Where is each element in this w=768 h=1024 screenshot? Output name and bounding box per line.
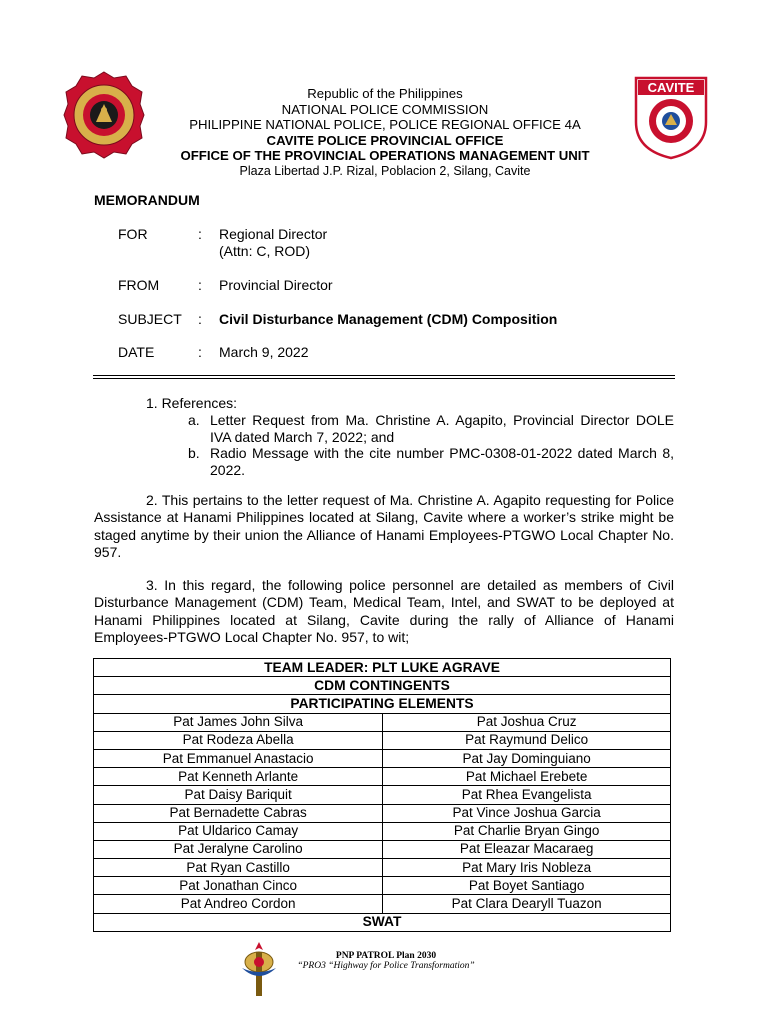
table-row xyxy=(94,749,671,767)
footer-plan: PNP PATROL Plan 2030 xyxy=(335,951,437,961)
roster-cell: Pat Mary Iris Nobleza xyxy=(383,859,671,877)
memorandum-title: MEMORANDUM xyxy=(94,192,200,208)
contingents-header: CDM CONTINGENTS xyxy=(94,677,671,695)
table-row xyxy=(94,713,671,731)
field-colon: : xyxy=(198,226,202,242)
field-colon: : xyxy=(198,311,202,327)
paragraph-2: 2. This pertains to the letter request of Ma. Christine A. Agapito requesting for Police Assistance at Hanami Philippines located at Silang, Cavite where a worker’s strike might be staged anytime by their union the Alliance of Hanami Employees-PTGWO Local Chapter No. 957. xyxy=(94,492,674,560)
roster-cell: Pat Charlie Bryan Gingo xyxy=(383,822,671,840)
divider-line xyxy=(93,375,675,376)
letterhead-provincial-office: CAVITE POLICE PROVINCIAL OFFICE xyxy=(266,132,504,148)
divider-line xyxy=(93,378,675,379)
roster-cell: Pat Emmanuel Anastacio xyxy=(94,749,383,767)
field-value: Regional Director xyxy=(219,226,328,242)
roster-cell: Pat Boyet Santiago xyxy=(383,877,671,895)
field-value-attn: (Attn: C, ROD) xyxy=(219,243,311,259)
roster-cell: Pat Daisy Bariquit xyxy=(94,786,383,804)
table-row xyxy=(94,659,671,677)
reference-letter: a. xyxy=(188,412,200,428)
table-row xyxy=(94,768,671,786)
table-row xyxy=(94,840,671,858)
table-row xyxy=(94,913,671,931)
patrol-plan-logo-icon xyxy=(236,940,282,998)
field-colon: : xyxy=(198,277,202,293)
letterhead-pnp: PHILIPPINE NATIONAL POLICE, POLICE REGIONAL OFFICE 4A xyxy=(189,117,581,132)
cdm-roster-table xyxy=(93,658,671,932)
cavite-ppo-seal-icon xyxy=(632,76,710,160)
table-row xyxy=(94,877,671,895)
roster-cell: Pat James John Silva xyxy=(94,713,383,731)
field-value: Provincial Director xyxy=(219,277,333,293)
letterhead-napolcom: NATIONAL POLICE COMMISSION xyxy=(281,101,489,117)
footer-motto: “PRO3 “Highway for Police Transformation” xyxy=(297,961,475,971)
table-row xyxy=(94,731,671,749)
roster-cell: Pat Rodeza Abella xyxy=(94,731,383,749)
roster-cell: Pat Andreo Cordon xyxy=(94,895,383,913)
roster-cell: Pat Raymund Delico xyxy=(383,731,671,749)
roster-cell: Pat Kenneth Arlante xyxy=(94,768,383,786)
roster-cell: Pat Jeralyne Carolino xyxy=(94,840,383,858)
table-row xyxy=(94,822,671,840)
field-value: March 9, 2022 xyxy=(219,344,309,360)
letterhead-republic: Republic of the Philippines xyxy=(307,86,463,101)
roster-cell: Pat Rhea Evangelista xyxy=(383,786,671,804)
references-section xyxy=(94,395,674,479)
references-heading: 1. References: xyxy=(146,395,238,411)
letterhead-unit: OFFICE OF THE PROVINCIAL OPERATIONS MANAGEMENT UNIT xyxy=(180,148,590,163)
table-row xyxy=(94,695,671,713)
roster-cell: Pat Clara Dearyll Tuazon xyxy=(383,895,671,913)
roster-cell: Pat Michael Erebete xyxy=(383,768,671,786)
pnp-seal-icon xyxy=(62,70,146,160)
table-row xyxy=(94,895,671,913)
footer xyxy=(288,951,484,971)
letterhead-address: Plaza Libertad J.P. Rizal, Poblacion 2, Silang, Cavite xyxy=(239,163,531,178)
roster-cell: Pat Bernadette Cabras xyxy=(94,804,383,822)
reference-letter: b. xyxy=(188,445,200,461)
table-row xyxy=(94,859,671,877)
roster-cell: Pat Uldarico Camay xyxy=(94,822,383,840)
roster-cell: Pat Jonathan Cinco xyxy=(94,877,383,895)
field-label: SUBJECT xyxy=(118,311,182,327)
paragraph-3: 3. In this regard, the following police personnel are detailed as members of Civil Disturbance Management (CDM) Team, Medical Team, Intel, and SWAT to be deployed at Hanami Philippines located at Silang, Cavite during the rally of Alliance of Hanami Employees-PTGWO Local Chapter No. 957, to wit; xyxy=(94,577,674,645)
field-label: FROM xyxy=(118,277,160,293)
swat-header: SWAT xyxy=(94,913,671,931)
elements-header: PARTICIPATING ELEMENTS xyxy=(94,695,671,713)
table-row xyxy=(94,677,671,695)
roster-cell: Pat Vince Joshua Garcia xyxy=(383,804,671,822)
table-row xyxy=(94,786,671,804)
letterhead xyxy=(150,86,620,179)
roster-cell: Pat Eleazar Macaraeg xyxy=(383,840,671,858)
reference-text: Letter Request from Ma. Christine A. Agapito, Provincial Director DOLE IVA dated March 7, 2022; and xyxy=(210,412,674,445)
reference-text: Radio Message with the cite number PMC-0308-01-2022 dated March 8, 2022. xyxy=(210,445,674,478)
field-colon: : xyxy=(198,344,202,360)
table-row xyxy=(94,804,671,822)
roster-cell: Pat Joshua Cruz xyxy=(383,713,671,731)
team-leader-header: TEAM LEADER: PLT LUKE AGRAVE xyxy=(94,659,671,677)
field-label: DATE xyxy=(118,344,155,360)
roster-cell: Pat Jay Dominguiano xyxy=(383,749,671,767)
cavite-seal-label: CAVITE xyxy=(647,80,695,95)
field-label: FOR xyxy=(118,226,148,242)
roster-cell: Pat Ryan Castillo xyxy=(94,859,383,877)
field-value: Civil Disturbance Management (CDM) Composition xyxy=(219,311,558,327)
